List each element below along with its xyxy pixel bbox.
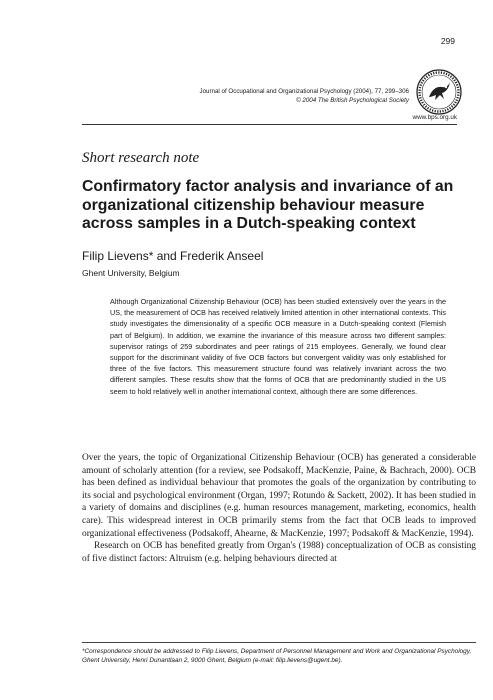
publisher-url[interactable]: www.bps.org.uk bbox=[412, 114, 457, 121]
section-label: Short research note bbox=[82, 150, 200, 166]
header-divider bbox=[82, 124, 457, 125]
bps-logo-icon bbox=[415, 68, 463, 116]
article-title: Confirmatory factor analysis and invariance of an organizational citizenship behaviour measure across samples in a Dutch-speaking context bbox=[82, 178, 454, 233]
copyright-notice: © 2004 The British Psychological Society bbox=[296, 97, 409, 104]
abstract: Although Organizational Citizenship Behaviour (OCB) has been studied extensively over the years in the US, the measurement of OCB has received relatively limited attention in other international contexts. This study investigates the dimensionality of a specific OCB measure in a Dutch-speaking context (Flemish part of Belgium). In addition, we examine the invariance of this measure across two different samples: supervisor ratings of 259 subordinates and peer ratings of 215 employees. Generally, we found clear support for the discriminant validity of five OCB factors but convergent validity was only established for three of the five factors. This measurement structure found was relatively invariant across the two different samples. These results show that the forms of OCB that are predominantly studied in the US seem to hold relatively well in another international context, although there are some differences. bbox=[110, 297, 446, 396]
page-number: 299 bbox=[440, 36, 455, 46]
correspondence-footnote: *Correspondence should be addressed to Filip Lievens, Department of Personnel Management and Work and Organizational Psychology, Ghent University, Henri Dunantlaan 2, 9000 Ghent, Belgium (e-mail: filip.lievens@ugent.be). bbox=[82, 648, 472, 664]
journal-citation: Journal of Occupational and Organizational Psychology (2004), 77, 299–306 bbox=[199, 88, 409, 95]
body-text bbox=[82, 452, 476, 565]
body-paragraph: Over the years, the topic of Organizational Citizenship Behaviour (OCB) has generated a considerable amount of scholarly attention (for a review, see Podsakoff, MacKenzie, Paine, & Bachrach, 2000). OCB has been defined as individual behaviour that promotes the goals of the organization by contributing to its social and psychological environment (Organ, 1997; Rotundo & Sackett, 2002). It has been studied in a variety of domains and disciplines (e.g. human resources management, marketing, economics, health care). This widespread interest in OCB primarily stems from the fact that OCB leads to improved organizational effectiveness (Podsakoff, Ahearne, & MacKenzie, 1997; Podsakoff & MacKenzie, 1994). bbox=[82, 453, 476, 539]
affiliation: Ghent University, Belgium bbox=[82, 268, 180, 278]
footnote-divider bbox=[82, 642, 476, 643]
body-paragraph: Research on OCB has benefited greatly from Organ's (1988) conceptualization of OCB as consisting of five distinct factors: Altruism (e.g. helping behaviours directed at bbox=[82, 541, 476, 564]
authors: Filip Lievens* and Frederik Anseel bbox=[82, 249, 264, 263]
